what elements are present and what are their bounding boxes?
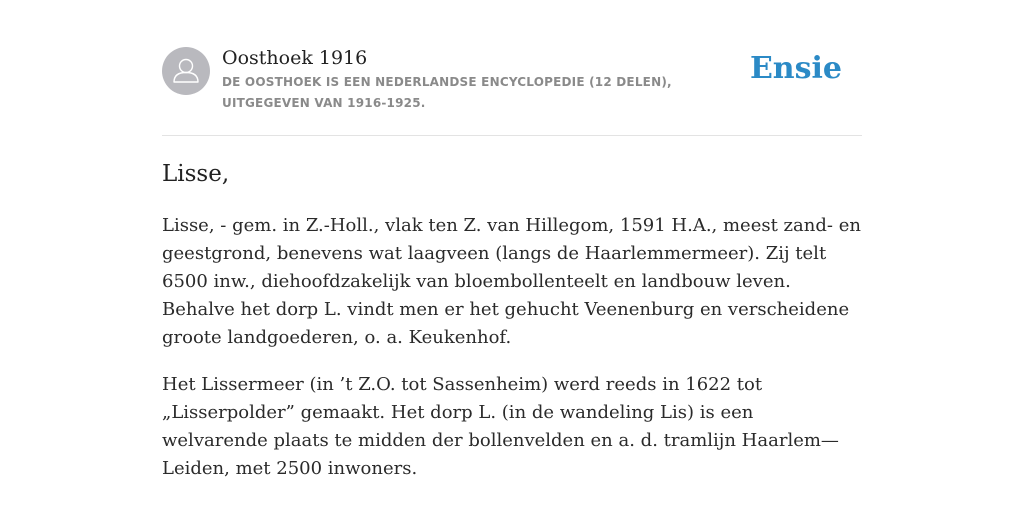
entry-paragraph: Lisse, - gem. in Z.-Holl., vlak ten Z. van Hillegom, 1591 H.A., meest zand- en geestgrond, benevens wat laagveen (langs de Haarlemmermeer). Zij telt 6500 inw., diehoofdzakelijk van bloembollenteelt en landbouw leven. Behalve het dorp L. vindt men er het gehucht Veenenburg en verscheidene groote landgoederen, o. a. Keukenhof.	[162, 215, 861, 348]
source-description: DE OOSTHOEK IS EEN NEDERLANDSE ENCYCLOPEDIE (12 DELEN), UITGEGEVEN VAN 1916-1925.	[222, 75, 672, 110]
source-name[interactable]: Oosthoek 1916	[222, 47, 368, 69]
user-icon	[162, 47, 210, 95]
brand-logo[interactable]: Ensie	[749, 51, 842, 86]
source-header	[162, 0, 862, 136]
article-container	[162, 0, 862, 479]
entry-title: Lisse,	[162, 161, 230, 187]
entry-paragraph: Het Lissermeer (in ’t Z.O. tot Sassenheim) werd reeds in 1622 tot „Lisserpolder” gemaakt. Het dorp L. (in de wandeling Lis) is een welvarende plaats te midden der bollenvelden en a. d. tramlijn Haarlem— Leiden, met 2500 inwoners.	[162, 374, 839, 479]
source-avatar[interactable]	[162, 47, 210, 95]
